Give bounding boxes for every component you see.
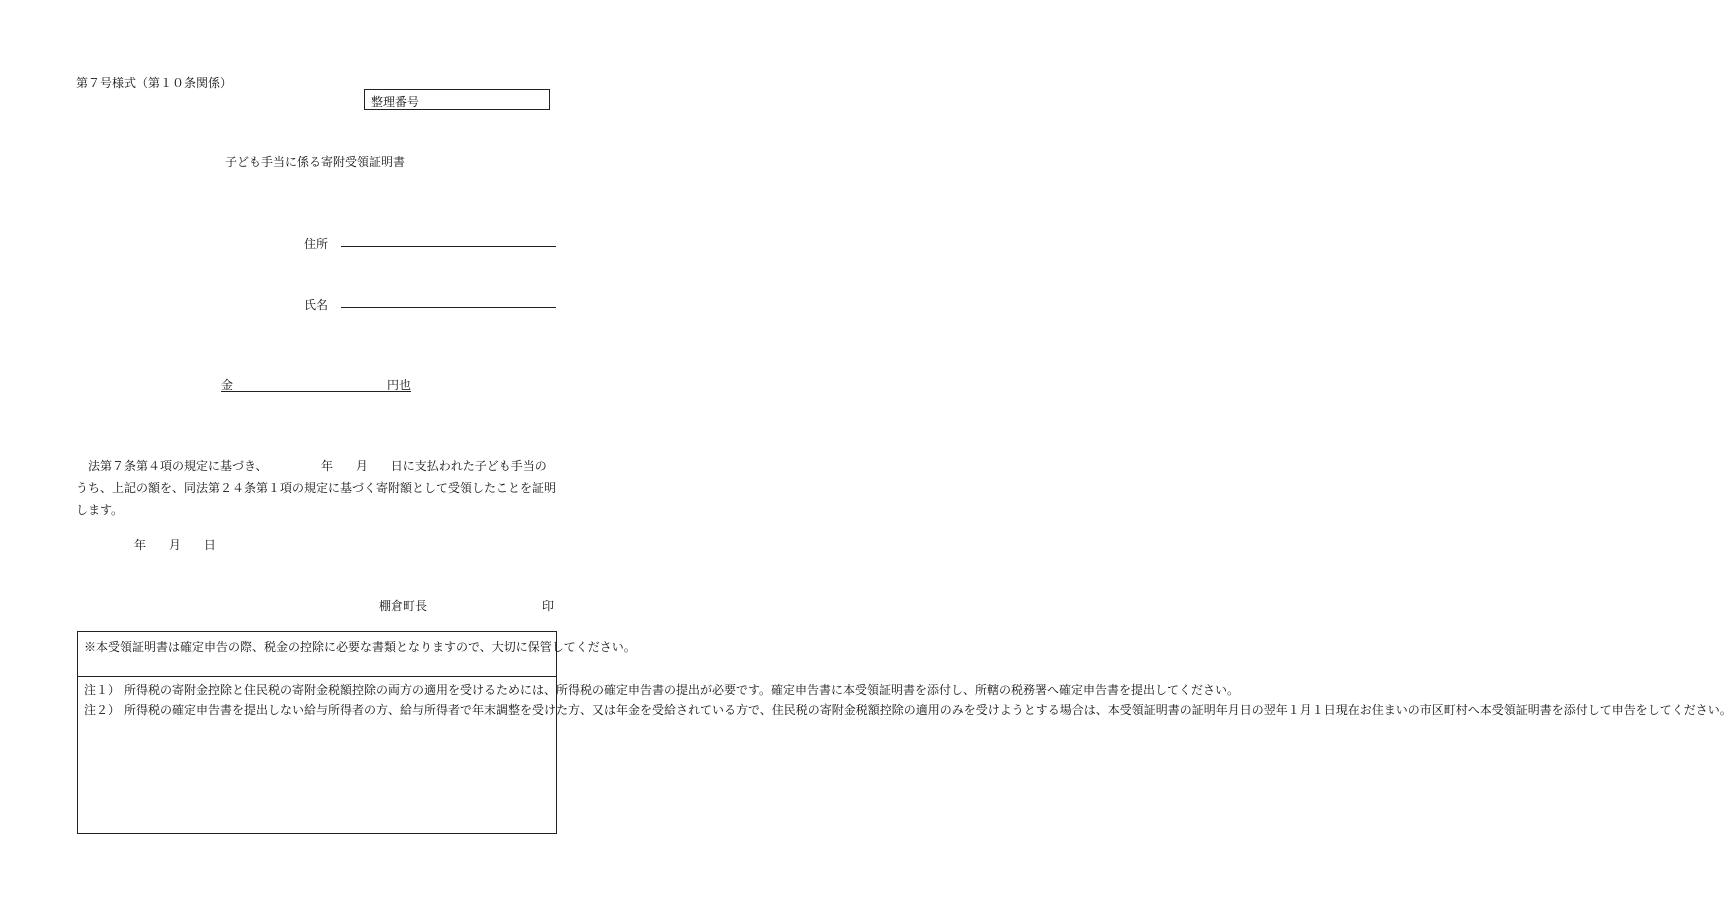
date-day: 日 — [203, 538, 216, 552]
body-part-2: 日に支払われた子ども手当のうち、上記の額を、同法第２４条第１項の規定に基づく寄附額として受領したことを証明します。 — [76, 459, 557, 517]
notes-main: ※本受領証明書は確定申告の際、税金の控除に必要な書類となりますので、大切に保管してください。 — [78, 632, 556, 677]
note-text: 所得税の確定申告書を提出しない給与所得者の方、給与所得者で年末調整を受けた方、又は年金を受給されている方で、住民税の寄附金税額控除の適用のみを受けようとする場合は、本受領証明書の証明年月日の翌年１月１日現在お住まいの市区町村へ本受領証明書を添付して申告をしてください。 — [124, 703, 1732, 717]
seal-mark: 印 — [542, 599, 555, 613]
form-number: 第７号様式（第１０条関係） — [76, 76, 233, 90]
note-item — [84, 700, 1732, 720]
address-label: 住所 — [304, 237, 329, 251]
issue-date — [134, 536, 216, 553]
seiri-number-box[interactable] — [364, 89, 550, 110]
seiri-number-label: 整理番号 — [371, 95, 420, 109]
amount-suffix: 円也 — [386, 378, 411, 392]
note-item — [84, 680, 1240, 700]
amount-field[interactable] — [221, 376, 411, 392]
body-part-1: 法第７条第４項の規定に基づき、 — [76, 459, 268, 473]
date-month: 月 — [168, 538, 181, 552]
amount-prefix: 金 — [221, 378, 234, 392]
document-title: 子ども手当に係る寄附受領証明書 — [224, 155, 405, 169]
note-marker: 注２） — [84, 703, 121, 717]
note-text: 所得税の寄附金控除と住民税の寄附金税額控除の両方の適用を受けるためには、所得税の確定申告書の提出が必要です。確定申告書に本受領証明書を添付し、所轄の税務署へ確定申告書を提出してください。 — [124, 683, 1240, 697]
notes-box — [77, 631, 1732, 834]
certification-body — [76, 455, 558, 521]
name-field-line[interactable] — [341, 307, 556, 308]
mayor-signature: 棚倉町長 — [379, 599, 428, 613]
notes-list — [78, 680, 1732, 720]
date-year: 年 — [134, 538, 147, 552]
note-marker: 注１） — [84, 683, 121, 697]
body-year: 年 — [320, 459, 333, 473]
name-label: 氏名 — [304, 298, 329, 312]
body-month: 月 — [355, 459, 368, 473]
address-field-line[interactable] — [341, 246, 556, 247]
